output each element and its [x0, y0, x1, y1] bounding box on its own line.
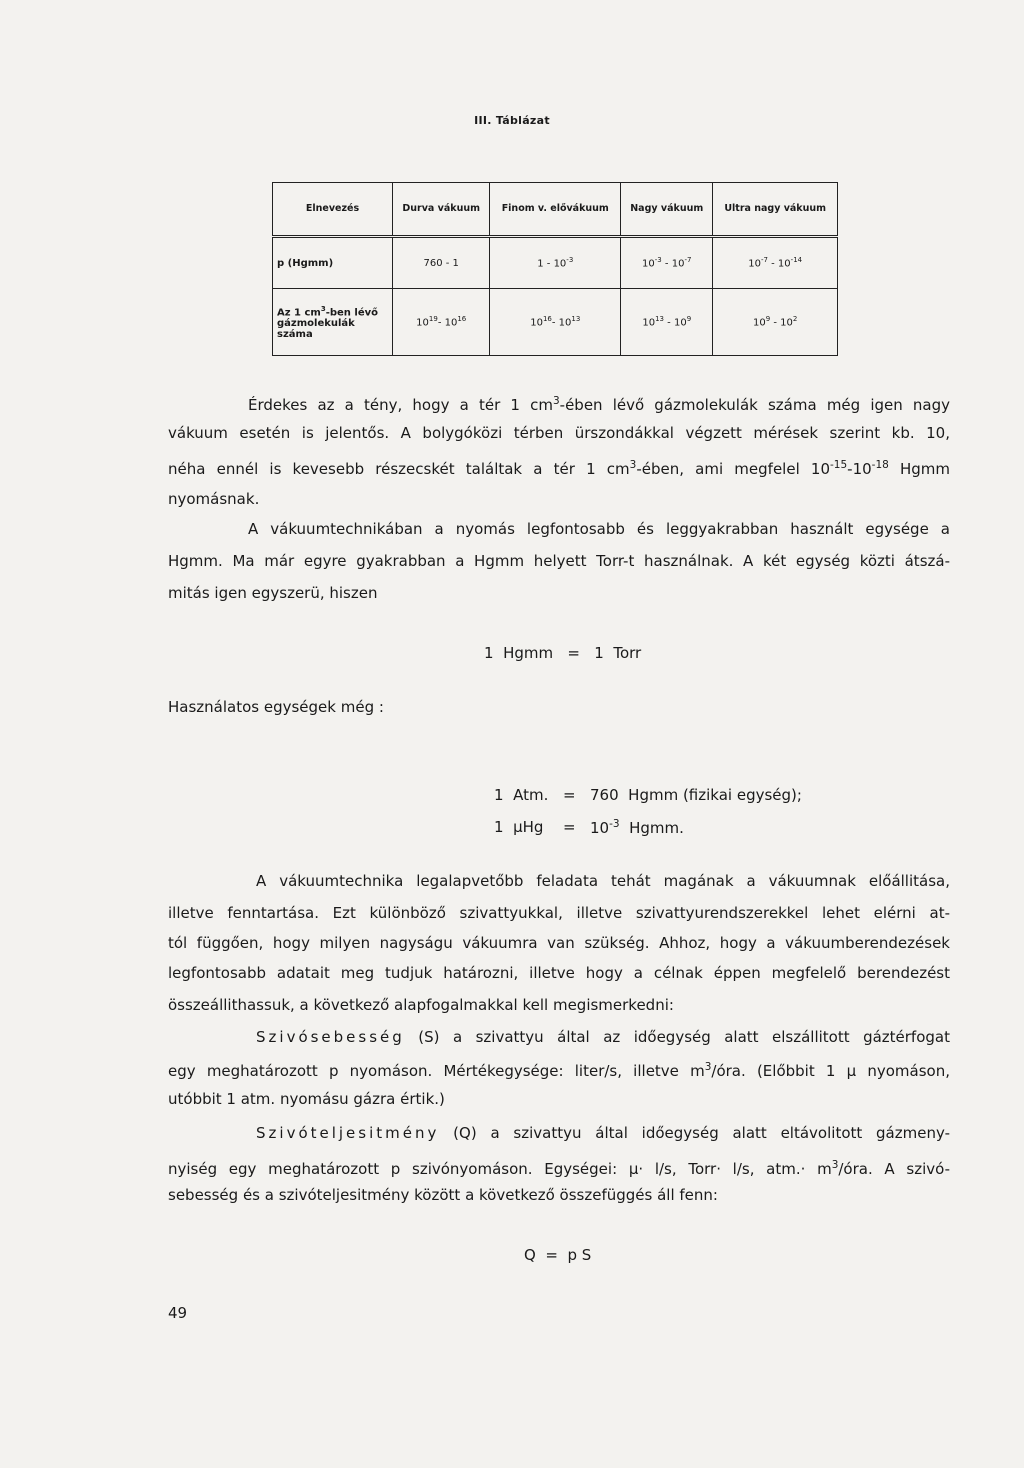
para3-line4: legfontosabb adatait meg tudjuk határozni, illetve hogy a célnak éppen megfelelő berendezést	[168, 964, 950, 982]
para3-line2: illetve fenntartása. Ezt különböző szivattyukkal, illetve szivattyurendszerekkel lehet elérni at-	[168, 904, 950, 922]
cell-molecules-fine: $10^{16}-$ $10^{13}$	[490, 289, 621, 356]
atm-equals: =	[563, 786, 576, 804]
muhg-right: $10^{-3}$ Hgmm.	[590, 818, 684, 837]
row-molecules-label: Az 1 $cm^3$-ben lévő gázmolekulák száma	[273, 289, 393, 356]
para4-line3: utóbbit 1 atm. nyomásu gázra értik.)	[168, 1090, 445, 1108]
muhg-left: 1 μHg	[494, 818, 544, 836]
para4-line2: egy meghatározott p nyomáson. Mértékegysége: liter/s, illetve $m^3$/óra. (Előbbit 1 μ nyomáson,	[168, 1061, 950, 1080]
header-ultra-high-vacuum: Ultra nagy vákuum	[713, 183, 838, 237]
page-number: 49	[168, 1304, 188, 1322]
para3-line1: A vákuumtechnika legalapvetőbb feladata tehát magának a vákuumnak előállitása,	[256, 872, 950, 890]
para2-line1: A vákuumtechnikában a nyomás legfontosabb és leggyakrabban használt egysége a	[248, 520, 950, 538]
para1-line4: nyomásnak.	[168, 490, 260, 508]
cell-pressure-fine: $1 - 10^{-3}$	[490, 237, 621, 289]
cell-molecules-high: $10^{13} - 10^9$	[621, 289, 713, 356]
muhg-equals: =	[563, 818, 576, 836]
header-rough-vacuum: Durva vákuum	[393, 183, 490, 237]
para1-line2: vákuum esetén is jelentős. A bolygóközi térben ürszondákkal végzett mérések szerint kb. 10,	[168, 424, 950, 442]
cell-pressure-high: $10^{-3} - 10^{-7}$	[621, 237, 713, 289]
cell-molecules-rough: $10^{19}-$ $10^{16}$	[393, 289, 490, 356]
para2-line2: Hgmm. Ma már egyre gyakrabban a Hgmm helyett Torr-t használnak. A két egység közti átszá-	[168, 552, 950, 570]
header-fine-vacuum: Finom v. elővákuum	[490, 183, 621, 237]
cell-molecules-ultra: $10^9 - 10^2$	[713, 289, 838, 356]
row-pressure-label: p (Hgmm)	[273, 237, 393, 289]
para1-line1: Érdekes az a tény, hogy a tér 1 $cm^3$-ében lévő gázmolekulák száma még igen nagy	[248, 395, 950, 414]
equation-hgmm-torr: 1 Hgmm = 1 Torr	[484, 644, 642, 662]
equation-q-ps: Q = p S	[524, 1246, 592, 1264]
cell-pressure-ultra: $10^{-7} - 10^{-14}$	[713, 237, 838, 289]
para5-line1: Szivóteljesitmény (Q) a szivattyu által időegység alatt eltávolitott gázmeny-	[256, 1124, 950, 1142]
para3-line5: összeállithassuk, a következő alapfogalmakkal kell megismerkedni:	[168, 996, 674, 1014]
para5-line3: sebesség és a szivóteljesitmény között a következő összefüggés áll fenn:	[168, 1186, 718, 1204]
para5-line2: nyiség egy meghatározott p szivónyomáson. Egységei: μ· l/s, Torr· l/s, $atm.\cdot m^3$/óra. A szivó-	[168, 1159, 950, 1178]
term-pumping-speed: Szivósebesség	[256, 1028, 405, 1046]
atm-left: 1 Atm.	[494, 786, 549, 804]
header-high-vacuum: Nagy vákuum	[621, 183, 713, 237]
para1-line3: néha ennél is kevesebb részecskét találtak a tér 1 $cm^3$-ében, ami megfelel $10^{-15}-10^{-18}$ Hgmm	[168, 459, 951, 478]
units-intro: Használatos egységek még :	[168, 698, 384, 716]
para2-line3: mitás igen egyszerü, hiszen	[168, 584, 378, 602]
term-throughput: Szivóteljesitmény	[256, 1124, 440, 1142]
para3-line3: tól függően, hogy milyen nagyságu vákuumra van szükség. Ahhoz, hogy a vákuumberendezések	[168, 934, 950, 952]
atm-right: 760 Hgmm (fizikai egység);	[590, 786, 802, 804]
header-name: Elnevezés	[273, 183, 393, 237]
table-caption: III. Táblázat	[474, 114, 550, 127]
cell-pressure-rough: 760 - 1	[393, 237, 490, 289]
para4-line1: Szivósebesség (S) a szivattyu által az időegység alatt elszállitott gáztérfogat	[256, 1028, 950, 1046]
vacuum-table	[272, 182, 838, 356]
